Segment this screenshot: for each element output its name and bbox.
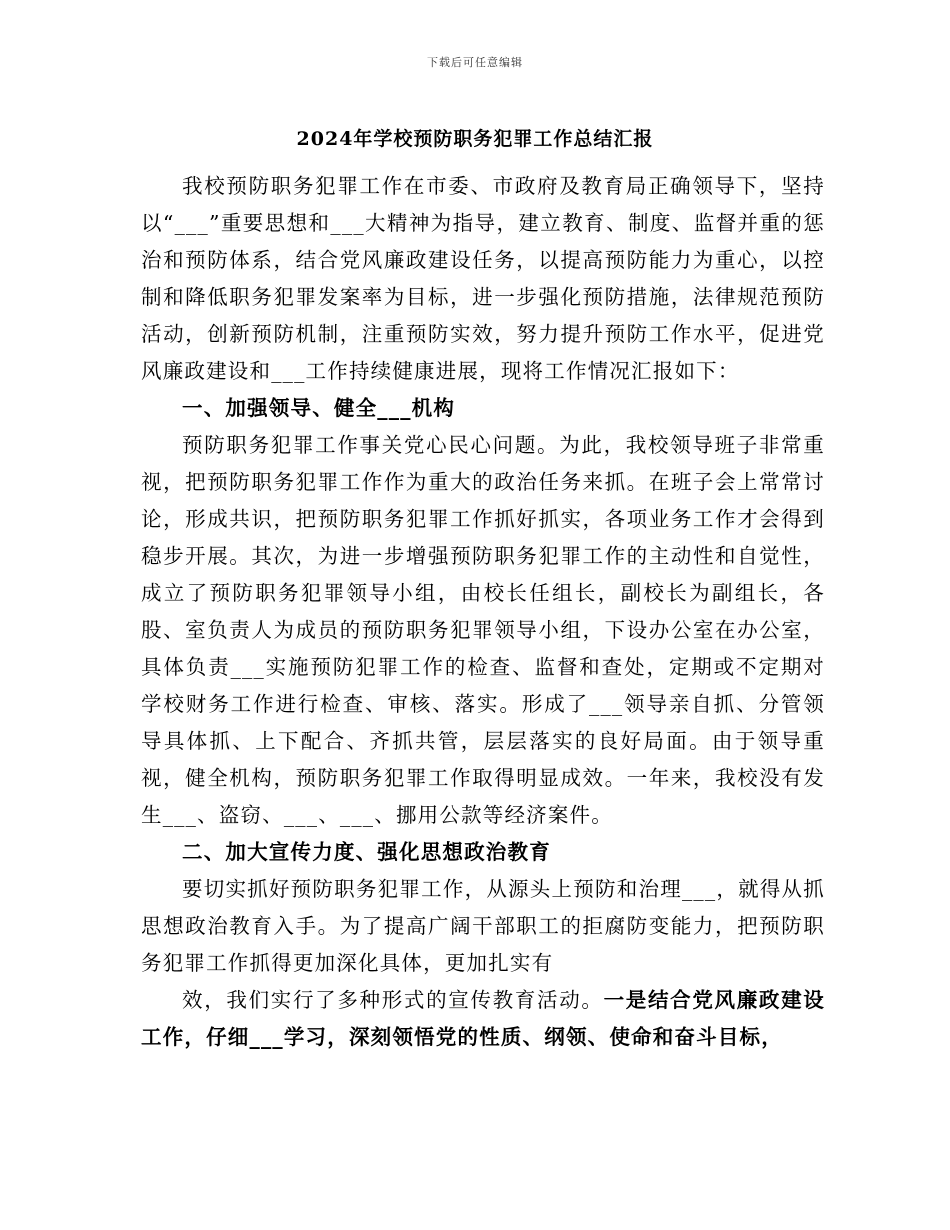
document-title: 2024年学校预防职务犯罪工作总结汇报 bbox=[296, 128, 654, 150]
intro-paragraph: 我校预防职务犯罪工作在市委、市政府及教育局正确领导下，坚持以“___”重要思想和___大精神为指导，建立教育、制度、监督并重的惩治和预防体系，结合党风廉政建设任务，以提高预防能力为重心，以控制和降低职务犯罪发案率为目标，进一步强化预防措施，法律规范预防活动，创新预防机制，注重预防实效，努力提升预防工作水平，促进党风廉政建设和___工作持续健康进展，现将工作情况汇报如下： bbox=[141, 174, 825, 383]
section-1-heading: 一、加强领导、健全___机构 bbox=[182, 396, 456, 420]
section-1-paragraph: 预防职务犯罪工作事关党心民心问题。为此，我校领导班子非常重视，把预防职务犯罪工作作为重大的政治任务来抓。在班子会上常常讨论，形成共识，把预防职务犯罪工作抓好抓实，各项业务工作才会得到稳步开展。其次，为进一步增强预防职务犯罪工作的主动性和自觉性，成立了预防职务犯罪领导小组，由校长任组长，副校长为副组长，各股、室负责人为成员的预防职务犯罪领导小组，下设办公室在办公室，具体负责___实施预防犯罪工作的检查、监督和查处，定期或不定期对学校财务工作进行检查、审核、落实。形成了___领导亲自抓、分管领导具体抓、上下配合、齐抓共管，层层落实的良好局面。由于领导重视，健全机构，预防职务犯罪工作取得明显成效。一年来，我校没有发生___、盗窃、___、___、挪用公款等经济案件。 bbox=[141, 433, 825, 827]
document-body bbox=[141, 168, 825, 1056]
section-2-heading: 二、加大宣传力度、强化思想政治教育 bbox=[182, 840, 551, 864]
continuation-bold-text: 一是结合党风廉政建设工作，仔细___学习，深刻领悟党的性质、纲领、使命和奋斗目标， bbox=[141, 988, 825, 1049]
continuation-text: 效，我们实行了多种形式的宣传教育活动。 bbox=[182, 988, 604, 1012]
section-2-paragraph: 要切实抓好预防职务犯罪工作，从源头上预防和治理___，就得从抓思想政治教育入手。为了提高广阔干部职工的拒腐防变能力，把预防职务犯罪工作抓得更加深化具体，更加扎实有 bbox=[141, 877, 825, 975]
section-2-continuation bbox=[141, 982, 825, 1056]
page-header-note: 下载后可任意编辑 bbox=[427, 56, 523, 69]
